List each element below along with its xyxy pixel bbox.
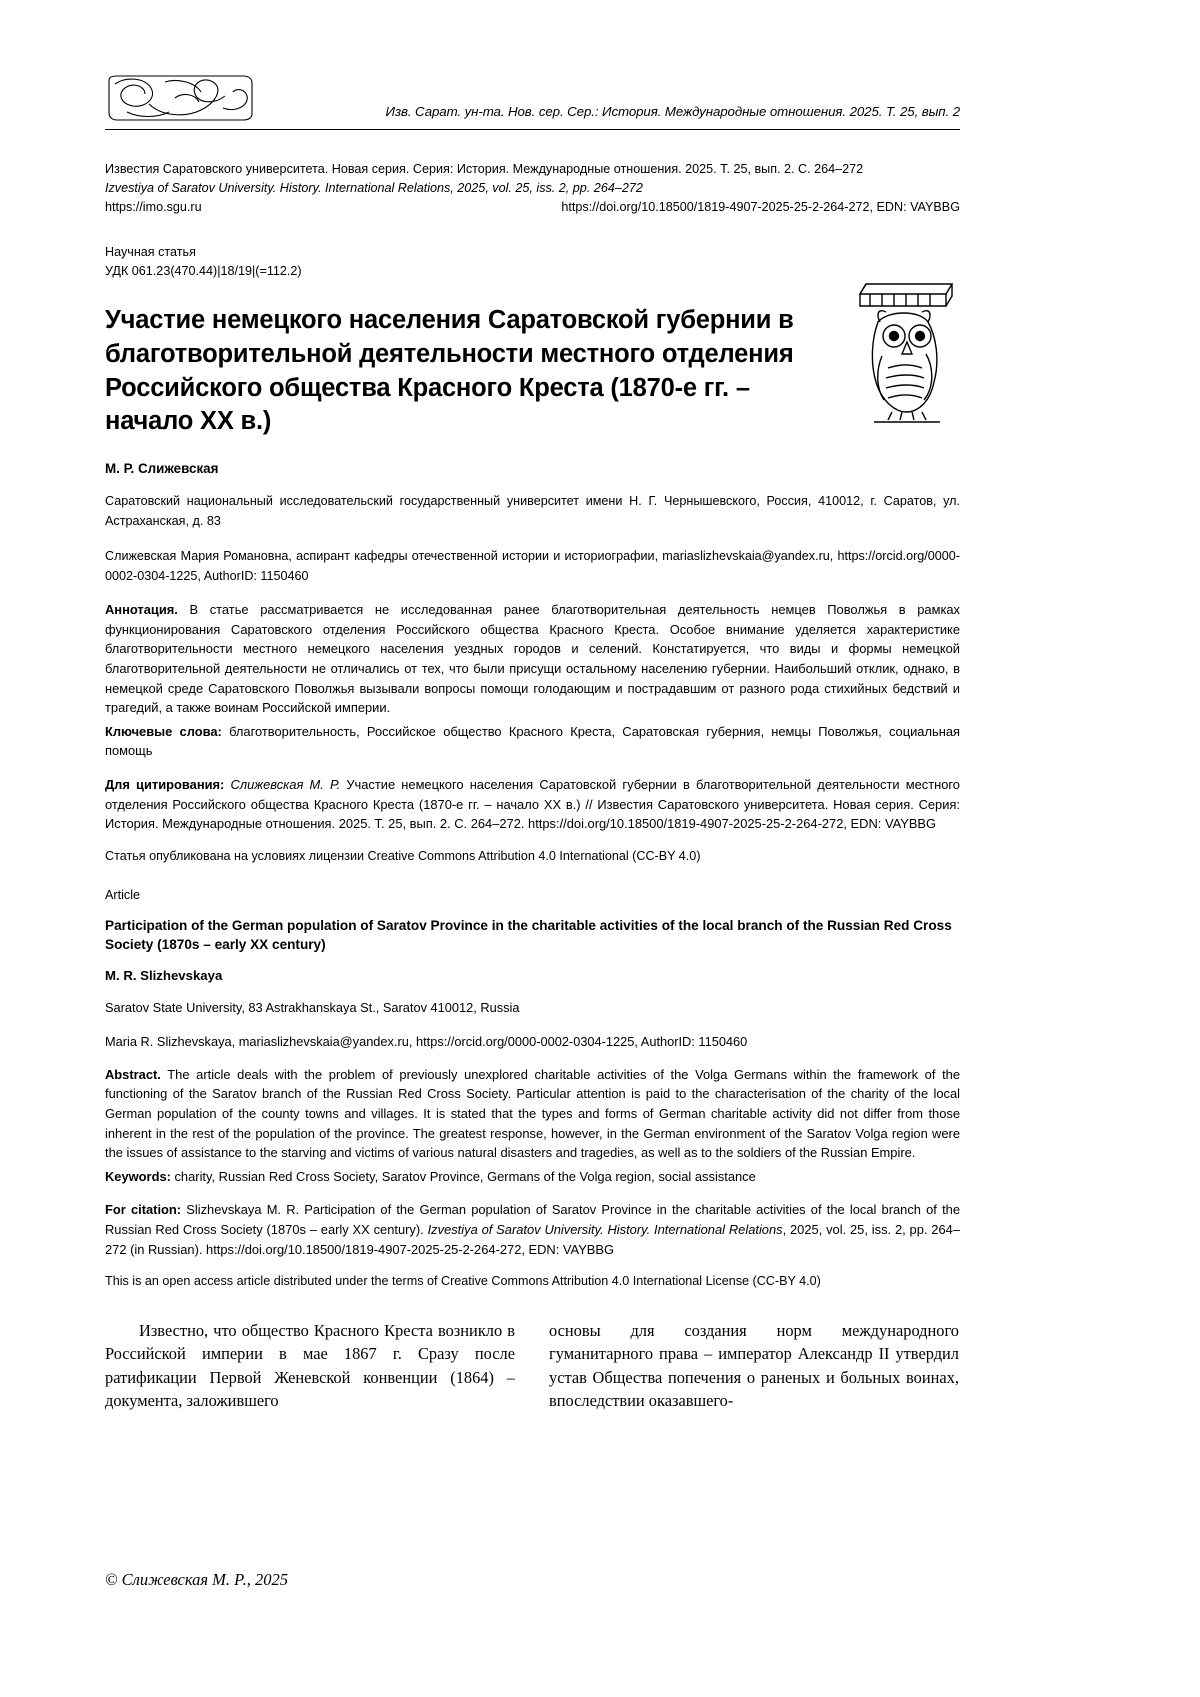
citation-ru-text: Участие немецкого населения Саратовской губернии в благотворительной деятельности местного отделения Российского общества Красного Креста (1870-е гг. – начало XX в.) // Известия Саратовского университета. Новая серия. Серия: История. Международные отношения. 2025. Т. 25, вып. 2. С. 264–272. https://doi.org/10.18500/1819-4907-2025-25-2-264-272, EDN: VAYBBG [105,777,960,832]
keywords-ru [105,722,960,761]
keywords-en-text: charity, Russian Red Cross Society, Saratov Province, Germans of the Volga region, social assistance [170,1168,756,1184]
license-en: This is an open access article distributed under the terms of Creative Commons Attribution 4.0 International License (CC-BY 4.0) [105,1274,821,1289]
abstract-en-label: Abstract. [105,1066,161,1082]
copyright-notice: © Слижевская М. Р., 2025 [105,1570,288,1589]
affiliation-en: Saratov State University, 83 Astrakhanskaya St., Saratov 410012, Russia [105,1000,520,1016]
abstract-ru-text: В статье рассматривается не исследованная ранее благотворительная деятельность немцев Поволжья в рамках функционирования Саратовского отделения Российского общества Красного Креста. Особое внимание уделяется характеристике благотворительности местного немецкого населения уездных городов и селений. Констатируется, что виды и формы немецкой благотворительной деятельности не отличались от тех, что были присущи остальному населению губернии. Наибольший отклик, однако, в немецкой среде Саратовского Поволжья вызывали вопросы помощи голодающим и пострадавшим от разного рода стихийных бедствий и трагедий, а также воинам Российской империи. [105,602,960,716]
affiliation-ru: Саратовский национальный исследовательский государственный университет имени Н. Г. Чернышевского, Россия, 410012, г. Саратов, ул. Астраханская, д. 83 [105,494,960,528]
abstract-en-text: The article deals with the problem of previously unexplored charitable activities of the Volga Germans within the framework of the functioning of the Saratov branch of the Russian Red Cross Society. Particular attention is paid to the characterisation of the charity of the local German population of the county towns and villages. It is stated that the types and forms of German charitable activity did not differ from those inherent in the rest of the population of the province. The greatest response, however, in the German environment of the Saratov Volga region were the issues of assistance to the starving and victims of various natural disasters and tragedies, as well as to the soldiers of the Russian Empire. [105,1066,960,1161]
body-paragraph-left: Известно, что общество Красного Креста возникло в Российской империи в мае 1867 г. Сразу после ратификации Первой Женевской конвенции (1864) – документа, заложившего [105,1321,515,1410]
body-column-left [105,1319,515,1412]
title-block [105,304,960,439]
keywords-ru-label: Ключевые слова: [105,723,222,739]
page-title-en: Participation of the German population of Saratov Province in the charitable activities of the local branch of the Russian Red Cross Society (1870s – early XX century) [105,917,952,953]
citation-en-text1: Slizhevskaya M. R. Participation of the German population of Saratov Province in the charitable activities of the local branch of the Russian Red Cross Society (1870s – early XX century). [105,1202,960,1237]
page-title: Участие немецкого населения Саратовской губернии в благотворительной деятельности местного отделения Российского общества Красного Креста (1870-е гг. – начало XX в.) [105,306,794,436]
journal-line-en: Izvestiya of Saratov University. History. International Relations, 2025, vol. 25, iss. 2, pp. 264–272 [105,180,643,195]
keywords-en [105,1167,960,1187]
abstract-ru-label: Аннотация. [105,602,178,618]
license-ru: Статья опубликована на условиях лицензии Creative Commons Attribution 4.0 International (CC-BY 4.0) [105,848,701,863]
citation-ru-author: Слижевская М. Р. [224,777,341,793]
running-head [105,70,960,130]
article-type-block [105,243,960,281]
author-name-ru: М. Р. Слижевская [105,461,219,477]
abstract-en [105,1065,960,1163]
author-info-en: Maria R. Slizhevskaya, mariaslizhevskaia@yandex.ru, https://orcid.org/0000-0002-0304-1225, AuthorID: 1150460 [105,1033,748,1049]
author-info-ru: Слижевская Мария Романовна, аспирант кафедры отечественной истории и историографии, mariaslizhevskaia@yandex.ru, https://orcid.org/0000-0002-0304-1225, AuthorID: 1150460 [105,549,960,583]
citation-en-journal: Izvestiya of Saratov University. History. International Relations [427,1221,783,1237]
citation-en [105,1200,960,1259]
page-content [105,70,960,1412]
body-column-right [549,1319,959,1412]
keywords-en-label: Keywords: [105,1168,171,1184]
journal-info [105,160,960,217]
udk-code: УДК 061.23(470.44)|18/19|(=112.2) [105,263,302,278]
owl-emblem-icon [848,276,958,426]
journal-ornament-logo-icon [105,74,255,122]
article-label-en: Article [105,887,140,902]
abstract-ru [105,600,960,718]
journal-doi-link[interactable]: https://doi.org/10.18500/1819-4907-2025-25-2-264-272, EDN: VAYBBG [561,199,960,214]
journal-website-link[interactable]: https://imo.sgu.ru [105,199,202,214]
article-type-label: Научная статья [105,244,196,259]
running-head-text: Изв. Сарат. ун-та. Нов. сер. Сер.: История. Международные отношения. 2025. Т. 25, вып. 2 [385,104,960,120]
citation-ru [105,775,960,834]
citation-ru-label: Для цитирования: [105,777,225,793]
body-columns [105,1319,960,1412]
journal-line-ru: Известия Саратовского университета. Новая серия. Серия: История. Международные отношения. 2025. Т. 25, вып. 2. С. 264–272 [105,162,864,176]
citation-en-text2: , 2025, vol. 25, iss. 2, pp. 264–272 (in Russian). https://doi.org/10.18500/1819-4907-2025-25-2-264-272, EDN: VAYBBG [105,1221,960,1257]
body-paragraph-right: основы для создания норм международного гуманитарного права – император Александр II утвердил устав Общества попечения о раненых и больных воинах, впоследствии оказавшего- [549,1321,959,1410]
author-name-en: M. R. Slizhevskaya [105,968,223,984]
citation-en-label: For citation: [105,1202,182,1218]
keywords-ru-text: благотворительность, Российское общество Красного Креста, Саратовская губерния, немцы Поволжья, социальная помощь [105,723,960,759]
